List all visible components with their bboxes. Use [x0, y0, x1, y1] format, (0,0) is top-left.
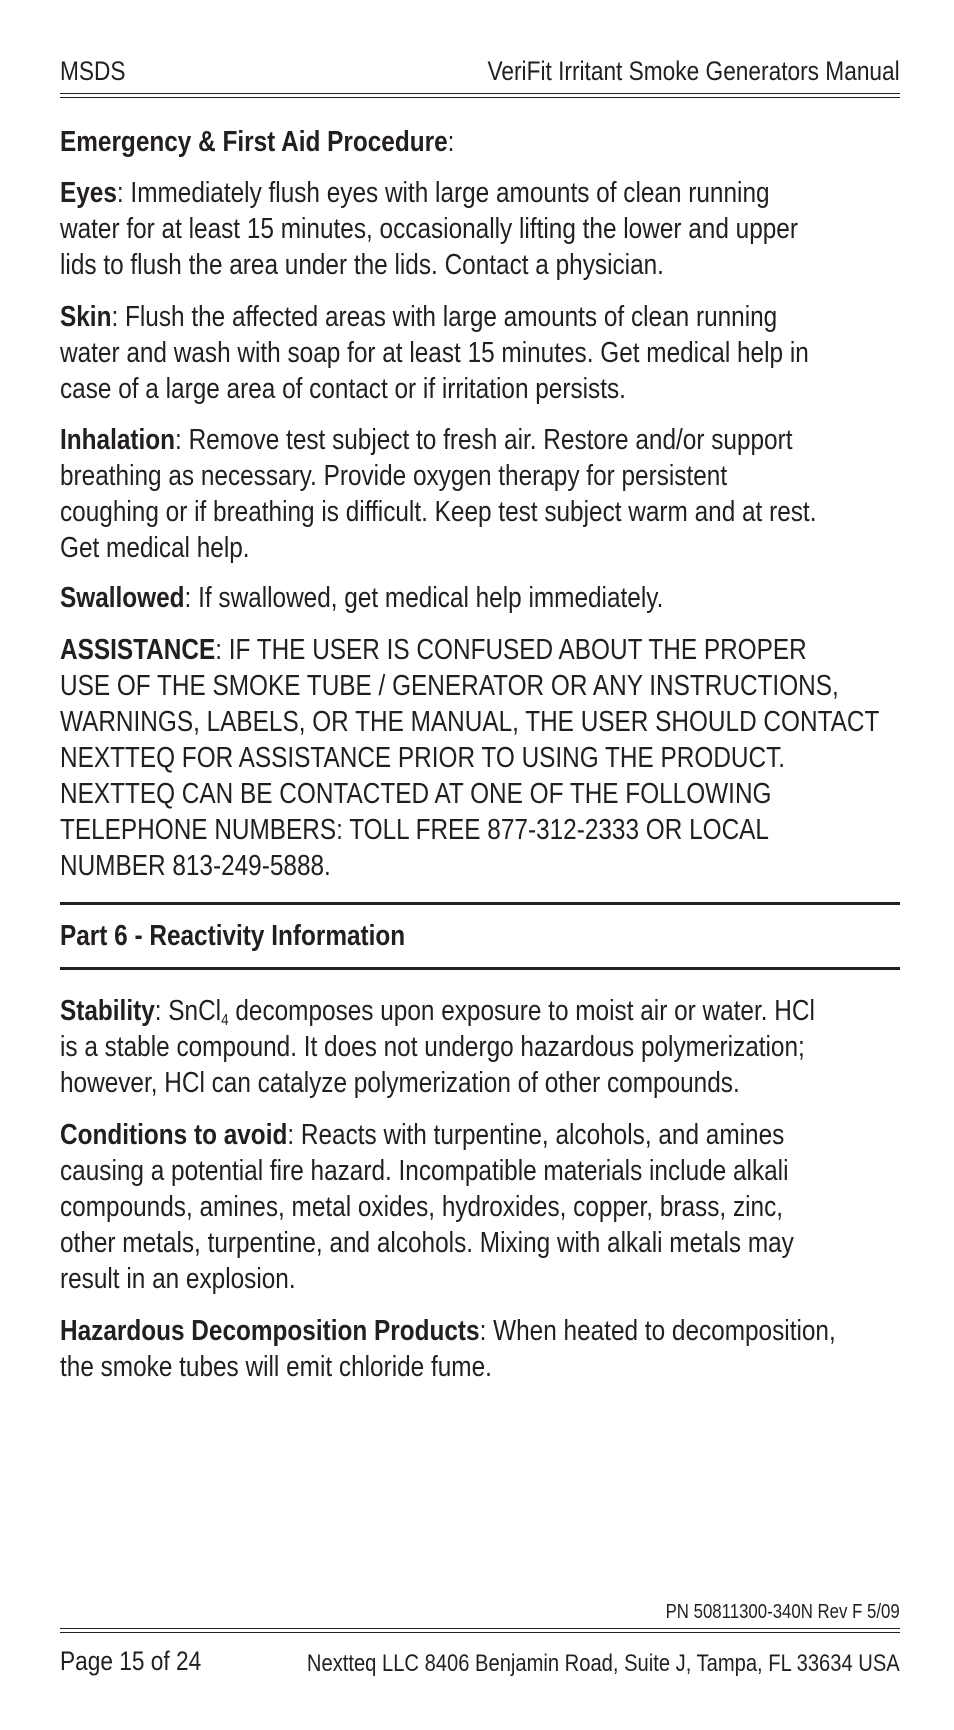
company-address: Nextteq LLC 8406 Benjamin Road, Suite J, Tampa, FL 33634 USA [307, 1650, 900, 1677]
emergency-heading: Emergency & First Aid Procedure [60, 126, 448, 158]
swallowed-label: Swallowed [60, 582, 185, 614]
assistance-paragraph: ASSISTANCE: IF THE USER IS CONFUSED ABOUT THE PROPER USE OF THE SMOKE TUBE / GENERATOR OR ANY INSTRUCTIONS, WARNINGS, LABELS, OR THE MANUAL, THE USER SHOULD CONTACT NEXTTEQ FOR ASSISTANCE PRIOR TO USING THE PRODUCT. NEXTTEQ CAN BE CONTACTED AT ONE OF THE FOLLOWING TELEPHONE NUMBERS: TOLL FREE 877-312-2333 OR LOCAL NUMBER 813-249-5888. [60, 634, 880, 882]
assistance-label: ASSISTANCE [60, 634, 216, 666]
part-number: PN 50811300-340N Rev F 5/09 [665, 1601, 900, 1623]
hazardous-label: Hazardous Decomposition Products [60, 1315, 480, 1347]
part6-title: Part 6 - Reactivity Information [60, 920, 406, 952]
header-double-rule [60, 93, 900, 98]
eyes-paragraph: Eyes: Immediately flush eyes with large amounts of clean running water for at least 15 minutes, occasionally lifting the lower and upper lids to flush the area under the lids. Contact a physician. [60, 177, 798, 281]
header-manual-title: VeriFit Irritant Smoke Generators Manual [487, 56, 900, 86]
eyes-label: Eyes [60, 177, 117, 209]
header-doc-type: MSDS [60, 56, 126, 86]
section-rule-top [60, 902, 900, 905]
skin-label: Skin [60, 301, 112, 333]
conditions-paragraph: Conditions to avoid: Reacts with turpentine, alcohols, and amines causing a potential fire hazard. Incompatible materials include alkali compounds, amines, metal oxides, hydroxides, copper, brass, zinc, other metals, turpentine, and alcohols. Mixing with alkali metals may result in an explosion. [60, 1119, 794, 1295]
hazardous-paragraph: Hazardous Decomposition Products: When heated to decomposition, the smoke tubes will emit chloride fume. [60, 1315, 836, 1383]
skin-paragraph: Skin: Flush the affected areas with large amounts of clean running water and wash with soap for at least 15 minutes. Get medical help in case of a large area of contact or if irritation persists. [60, 301, 809, 405]
conditions-label: Conditions to avoid [60, 1119, 288, 1151]
stability-paragraph: Stability: SnCl$_4$ decomposes upon exposure to moist air or water. HCl is a stable compound. It does not undergo hazardous polymerization; however, HCl can catalyze polymerization of other compounds. [60, 995, 815, 1099]
inhalation-label: Inhalation [60, 424, 176, 456]
emergency-section: Emergency & First Aid Procedure: [60, 126, 455, 158]
section-rule-bottom [60, 967, 900, 970]
stability-label: Stability [60, 995, 155, 1027]
page-number: Page 15 of 24 [60, 1646, 202, 1676]
footer-double-rule [60, 1628, 900, 1633]
swallowed-paragraph: Swallowed: If swallowed, get medical help immediately. [60, 582, 664, 614]
inhalation-paragraph: Inhalation: Remove test subject to fresh air. Restore and/or support breathing as necessary. Provide oxygen therapy for persistent coughing or if breathing is difficult. Keep test subject warm and at rest. Get medical help. [60, 424, 817, 564]
